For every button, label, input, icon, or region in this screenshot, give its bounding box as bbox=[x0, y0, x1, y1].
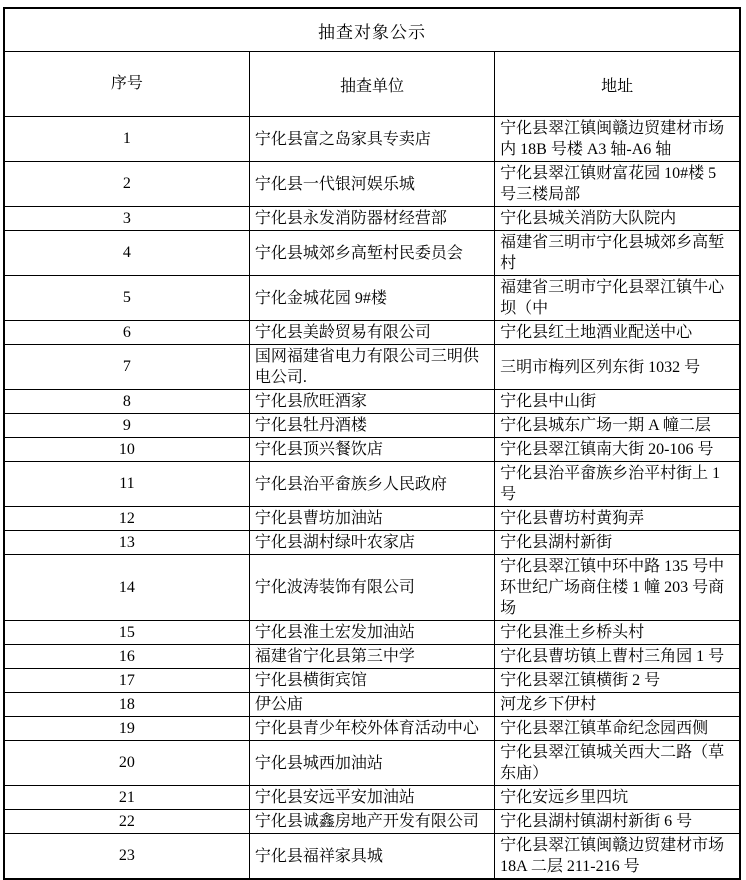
unit-cell: 宁化波涛装饰有限公司 bbox=[249, 555, 494, 621]
row-number-cell: 4 bbox=[4, 231, 249, 276]
table-row bbox=[4, 786, 740, 810]
row-number-cell: 20 bbox=[4, 741, 249, 786]
row-number-cell: 21 bbox=[4, 786, 249, 810]
row-number-cell: 19 bbox=[4, 717, 249, 741]
address-cell: 宁化县城关消防大队院内 bbox=[495, 207, 740, 231]
table-body bbox=[4, 117, 740, 880]
table-row bbox=[4, 117, 740, 162]
table-row bbox=[4, 621, 740, 645]
unit-cell: 宁化县欣旺酒家 bbox=[249, 390, 494, 414]
row-number-cell: 17 bbox=[4, 669, 249, 693]
row-number-cell: 14 bbox=[4, 555, 249, 621]
unit-cell: 宁化县淮土宏发加油站 bbox=[249, 621, 494, 645]
address-cell: 宁化县湖村镇湖村新街 6 号 bbox=[495, 810, 740, 834]
table-row bbox=[4, 231, 740, 276]
address-cell: 宁化县翠江镇闽赣边贸建材市场 18A 二层 211-216 号 bbox=[495, 834, 740, 880]
header-row bbox=[4, 52, 740, 117]
unit-cell: 宁化金城花园 9#楼 bbox=[249, 276, 494, 321]
address-cell: 宁化县翠江镇城关西大二路（草东庙） bbox=[495, 741, 740, 786]
unit-cell: 宁化县一代银河娱乐城 bbox=[249, 162, 494, 207]
address-cell: 宁化县淮土乡桥头村 bbox=[495, 621, 740, 645]
row-number-cell: 16 bbox=[4, 645, 249, 669]
address-cell: 宁化县城东广场一期 A 幢二层 bbox=[495, 414, 740, 438]
column-header-address: 地址 bbox=[495, 52, 740, 117]
table-row bbox=[4, 414, 740, 438]
column-header-no: 序号 bbox=[4, 52, 249, 117]
unit-cell: 宁化县美龄贸易有限公司 bbox=[249, 321, 494, 345]
unit-cell: 宁化县治平畲族乡人民政府 bbox=[249, 462, 494, 507]
row-number-cell: 18 bbox=[4, 693, 249, 717]
table-row bbox=[4, 438, 740, 462]
address-cell: 河龙乡下伊村 bbox=[495, 693, 740, 717]
row-number-cell: 3 bbox=[4, 207, 249, 231]
title-row bbox=[4, 8, 740, 52]
unit-cell: 宁化县青少年校外体育活动中心 bbox=[249, 717, 494, 741]
row-number-cell: 2 bbox=[4, 162, 249, 207]
table-row bbox=[4, 345, 740, 390]
address-cell: 福建省三明市宁化县城郊乡高堑村 bbox=[495, 231, 740, 276]
table-row bbox=[4, 741, 740, 786]
unit-cell: 国网福建省电力有限公司三明供电公司. bbox=[249, 345, 494, 390]
unit-cell: 宁化县横街宾馆 bbox=[249, 669, 494, 693]
row-number-cell: 5 bbox=[4, 276, 249, 321]
row-number-cell: 6 bbox=[4, 321, 249, 345]
unit-cell: 宁化县永发消防器材经营部 bbox=[249, 207, 494, 231]
row-number-cell: 15 bbox=[4, 621, 249, 645]
address-cell: 宁化县翠江镇闽赣边贸建材市场内 18B 号楼 A3 轴-A6 轴 bbox=[495, 117, 740, 162]
table-row bbox=[4, 555, 740, 621]
unit-cell: 宁化县城西加油站 bbox=[249, 741, 494, 786]
row-number-cell: 10 bbox=[4, 438, 249, 462]
table-row bbox=[4, 507, 740, 531]
row-number-cell: 13 bbox=[4, 531, 249, 555]
address-cell: 宁化县翠江镇中环中路 135 号中环世纪广场商住楼 1 幢 203 号商场 bbox=[495, 555, 740, 621]
address-cell: 三明市梅列区列东街 1032 号 bbox=[495, 345, 740, 390]
unit-cell: 宁化县曹坊加油站 bbox=[249, 507, 494, 531]
address-cell: 福建省三明市宁化县翠江镇牛心坝（中 bbox=[495, 276, 740, 321]
unit-cell: 宁化县福祥家具城 bbox=[249, 834, 494, 880]
address-cell: 宁化县红土地酒业配送中心 bbox=[495, 321, 740, 345]
address-cell: 宁化县翠江镇南大街 20-106 号 bbox=[495, 438, 740, 462]
row-number-cell: 8 bbox=[4, 390, 249, 414]
address-cell: 宁化县曹坊村黄狗弄 bbox=[495, 507, 740, 531]
row-number-cell: 7 bbox=[4, 345, 249, 390]
row-number-cell: 22 bbox=[4, 810, 249, 834]
row-number-cell: 23 bbox=[4, 834, 249, 880]
unit-cell: 宁化县城郊乡高堑村民委员会 bbox=[249, 231, 494, 276]
table-row bbox=[4, 717, 740, 741]
row-number-cell: 12 bbox=[4, 507, 249, 531]
unit-cell: 福建省宁化县第三中学 bbox=[249, 645, 494, 669]
unit-cell: 宁化县安远平安加油站 bbox=[249, 786, 494, 810]
table-row bbox=[4, 693, 740, 717]
table-row bbox=[4, 669, 740, 693]
table-row bbox=[4, 162, 740, 207]
table-title: 抽查对象公示 bbox=[4, 8, 740, 52]
address-cell: 宁化县湖村新街 bbox=[495, 531, 740, 555]
table-row bbox=[4, 645, 740, 669]
inspection-table bbox=[3, 7, 741, 880]
address-cell: 宁化县翠江镇革命纪念园西侧 bbox=[495, 717, 740, 741]
unit-cell: 宁化县富之岛家具专卖店 bbox=[249, 117, 494, 162]
table-row bbox=[4, 321, 740, 345]
table-row bbox=[4, 462, 740, 507]
table-row bbox=[4, 810, 740, 834]
address-cell: 宁化县翠江镇横街 2 号 bbox=[495, 669, 740, 693]
address-cell: 宁化县翠江镇财富花园 10#楼 5 号三楼局部 bbox=[495, 162, 740, 207]
row-number-cell: 1 bbox=[4, 117, 249, 162]
address-cell: 宁化县治平畲族乡治平村街上 1 号 bbox=[495, 462, 740, 507]
address-cell: 宁化县曹坊镇上曹村三角园 1 号 bbox=[495, 645, 740, 669]
table-row bbox=[4, 390, 740, 414]
table-row bbox=[4, 834, 740, 880]
column-header-unit: 抽查单位 bbox=[249, 52, 494, 117]
unit-cell: 宁化县牡丹酒楼 bbox=[249, 414, 494, 438]
unit-cell: 宁化县湖村绿叶农家店 bbox=[249, 531, 494, 555]
row-number-cell: 9 bbox=[4, 414, 249, 438]
table-row bbox=[4, 207, 740, 231]
row-number-cell: 11 bbox=[4, 462, 249, 507]
address-cell: 宁化安远乡里四坑 bbox=[495, 786, 740, 810]
table-row bbox=[4, 276, 740, 321]
unit-cell: 宁化县诚鑫房地产开发有限公司 bbox=[249, 810, 494, 834]
unit-cell: 宁化县顶兴餐饮店 bbox=[249, 438, 494, 462]
address-cell: 宁化县中山街 bbox=[495, 390, 740, 414]
table-row bbox=[4, 531, 740, 555]
unit-cell: 伊公庙 bbox=[249, 693, 494, 717]
